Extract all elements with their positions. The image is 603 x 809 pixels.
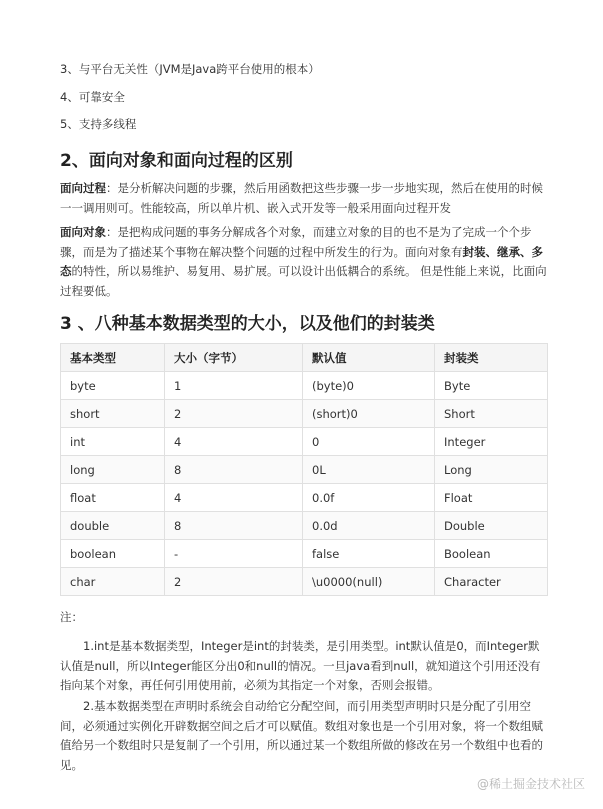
table-cell: float bbox=[61, 484, 165, 512]
column-header: 封装类 bbox=[435, 344, 548, 372]
table-cell: Character bbox=[435, 568, 548, 596]
column-header: 基本类型 bbox=[61, 344, 165, 372]
table-cell: boolean bbox=[61, 540, 165, 568]
table-cell: short bbox=[61, 400, 165, 428]
text: ：是分析解决问题的步骤，然后用函数把这些步骤一步一步地实现，然后在使用的时候一一调用则可。性能较高，所以单片机、嵌入式开发等一般采用面向过程开发 bbox=[60, 181, 543, 215]
table-cell: Float bbox=[435, 484, 548, 512]
text: 的特性，所以易维护、易复用、易扩展。可以设计出低耦合的系统。 但是性能上来说，比面向过程要低。 bbox=[60, 264, 547, 298]
text: ：是把构成问题的事务分解成各个对象，而建立对象的目的也不是为了完成一个个步骤，而是为了描述某个事物在解决整个问题的过程中所发生的行为。面向对象有 bbox=[60, 225, 532, 259]
table-cell: false bbox=[303, 540, 435, 568]
bold-text: 封装、继承、多态 bbox=[60, 244, 543, 278]
table-row bbox=[61, 540, 548, 568]
paragraph-oop bbox=[60, 223, 550, 301]
table-cell: \u0000(null) bbox=[303, 568, 435, 596]
table-cell: Integer bbox=[435, 428, 548, 456]
notes-label: 注： bbox=[60, 610, 83, 624]
section-heading: 2、面向对象和面向过程的区别 bbox=[60, 151, 293, 171]
section-heading: 3 、八种基本数据类型的大小，以及他们的封装类 bbox=[60, 314, 435, 334]
list-item: 3、与平台无关性（JVM是Java跨平台使用的根本） bbox=[60, 62, 320, 76]
table-cell: 0.0f bbox=[303, 484, 435, 512]
table-cell: 4 bbox=[165, 428, 303, 456]
table-cell: double bbox=[61, 512, 165, 540]
list-item: 4、可靠安全 bbox=[60, 90, 125, 104]
table-header-row bbox=[61, 344, 548, 372]
table-cell: 4 bbox=[165, 484, 303, 512]
table-cell: Short bbox=[435, 400, 548, 428]
table-cell: 0.0d bbox=[303, 512, 435, 540]
table-row bbox=[61, 512, 548, 540]
table-row bbox=[61, 372, 548, 400]
table-row bbox=[61, 428, 548, 456]
column-header: 默认值 bbox=[303, 344, 435, 372]
table-cell: Double bbox=[435, 512, 548, 540]
table-cell: 8 bbox=[165, 512, 303, 540]
list-item: 5、支持多线程 bbox=[60, 117, 137, 131]
table-cell: int bbox=[61, 428, 165, 456]
note-1: 1.int是基本数据类型，Integer是int的封装类，是引用类型。int默认值是0，而Integer默认值是null，所以Integer能区分出0和null的情况。一旦java看到null，就知道这个引用还没有指向某个对象，再任何引用使用前，必须为其指定一个对象，否则会报错。 bbox=[60, 639, 541, 692]
table-row bbox=[61, 484, 548, 512]
table-cell: Long bbox=[435, 456, 548, 484]
column-header: 大小（字节） bbox=[165, 344, 303, 372]
table-cell: 2 bbox=[165, 568, 303, 596]
table-cell: - bbox=[165, 540, 303, 568]
table-cell: Boolean bbox=[435, 540, 548, 568]
paragraph-procedural bbox=[60, 179, 550, 218]
table-cell: 2 bbox=[165, 400, 303, 428]
note-2: 2.基本数据类型在声明时系统会自动给它分配空间，而引用类型声明时只是分配了引用空间，必须通过实例化开辟数据空间之后才可以赋值。数组对象也是一个引用对象，将一个数组赋值给另一个数组时只是复制了一个引用，所以通过某一个数组所做的修改在另一个数组中也看的见。 bbox=[60, 699, 543, 772]
watermark: @稀土掘金技术社区 bbox=[476, 777, 585, 791]
table-cell: 8 bbox=[165, 456, 303, 484]
table-row bbox=[61, 568, 548, 596]
term: 面向过程 bbox=[60, 181, 106, 195]
table-cell: (byte)0 bbox=[303, 372, 435, 400]
table-cell: byte bbox=[61, 372, 165, 400]
table-cell: 0L bbox=[303, 456, 435, 484]
data-types-table bbox=[60, 343, 548, 596]
table-cell: 1 bbox=[165, 372, 303, 400]
table-row bbox=[61, 456, 548, 484]
term: 面向对象 bbox=[60, 225, 106, 239]
table-row bbox=[61, 400, 548, 428]
table-cell: char bbox=[61, 568, 165, 596]
table-cell: (short)0 bbox=[303, 400, 435, 428]
table-cell: long bbox=[61, 456, 165, 484]
table-cell: Byte bbox=[435, 372, 548, 400]
table-cell: 0 bbox=[303, 428, 435, 456]
